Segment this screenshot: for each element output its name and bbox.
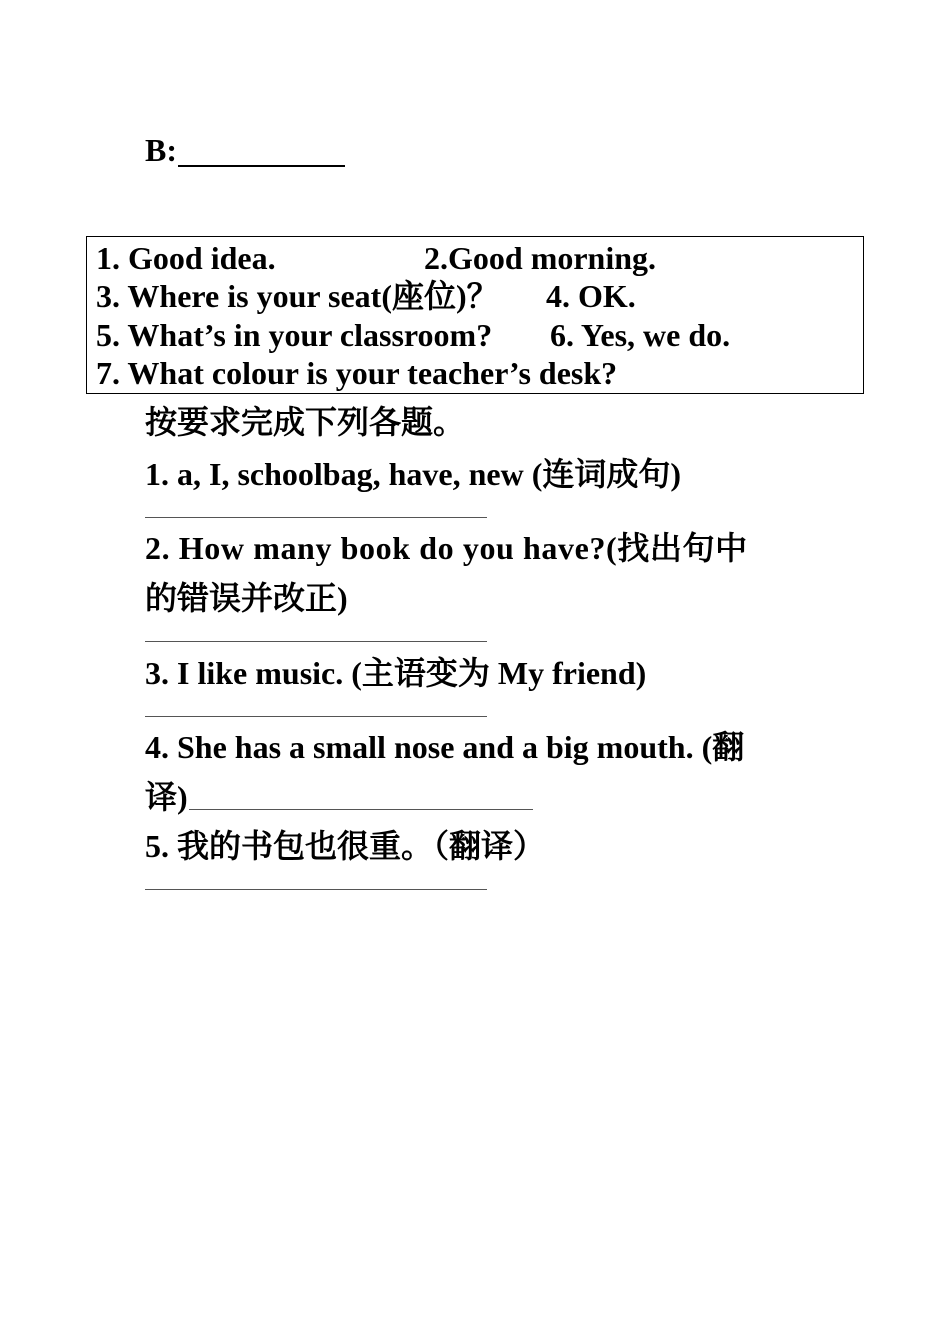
answer-line-1[interactable] bbox=[145, 517, 487, 518]
question-4-line-1: 4. She has a small nose and a big mouth. (翻 bbox=[145, 729, 745, 765]
answer-line-5[interactable] bbox=[145, 889, 487, 890]
answer-line-2[interactable] bbox=[145, 641, 487, 642]
question-5: 5. 我的书包也很重。（翻译） bbox=[145, 828, 546, 864]
speaker-b-label: B: bbox=[145, 132, 177, 168]
answer-line-3[interactable] bbox=[145, 716, 487, 717]
options-box bbox=[86, 236, 864, 394]
option-6: 6. Yes, we do. bbox=[550, 317, 731, 353]
option-4: 4. OK. bbox=[546, 278, 636, 314]
option-7: 7. What colour is your teacher’s desk? bbox=[96, 355, 618, 391]
question-1: 1. a, I, schoolbag, have, new (连词成句) bbox=[145, 456, 682, 492]
dialogue-line-b bbox=[145, 131, 345, 169]
question-2-line-2: 的错误并改正) bbox=[145, 580, 348, 616]
option-3: 3. Where is your seat(座位)？ bbox=[96, 278, 499, 314]
option-1: 1. Good idea. bbox=[96, 240, 276, 276]
section-title: 按要求完成下列各题。 bbox=[145, 404, 466, 440]
answer-blank-b[interactable] bbox=[178, 165, 345, 167]
option-2: 2.Good morning. bbox=[424, 240, 657, 276]
question-2-line-1: 2. How many book do you have?(找出句中 bbox=[145, 530, 748, 566]
question-4-line-2 bbox=[145, 778, 533, 816]
question-4-line-2-text: 译) bbox=[145, 779, 188, 815]
question-3: 3. I like music. (主语变为 My friend) bbox=[145, 655, 647, 691]
option-5: 5. What’s in your classroom? bbox=[96, 317, 493, 353]
answer-line-4[interactable] bbox=[189, 809, 533, 810]
